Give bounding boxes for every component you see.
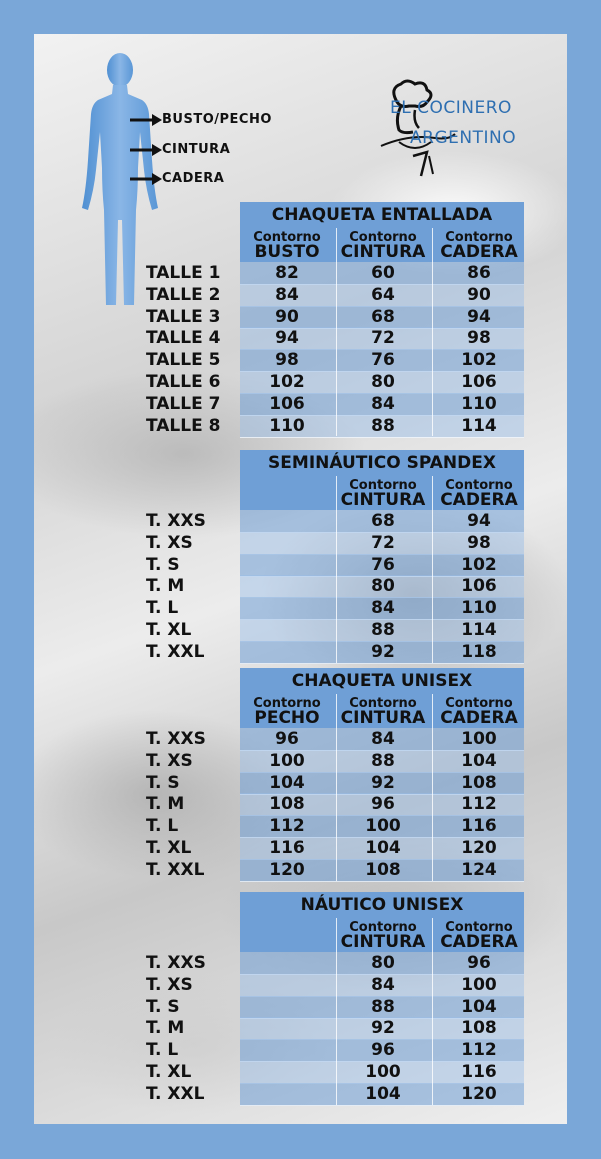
row-label: T. S xyxy=(146,554,180,575)
column-header-bottom: CADERA xyxy=(440,490,518,510)
table-title: CHAQUETA UNISEX xyxy=(240,668,524,694)
row-label: T. XXL xyxy=(146,641,205,662)
column-header xyxy=(432,921,526,951)
table-cell: 112 xyxy=(269,816,305,837)
row-label: T. M xyxy=(146,576,185,597)
content-panel xyxy=(34,34,567,1124)
table-cell xyxy=(240,1083,334,1105)
row-label: T. M xyxy=(146,794,185,815)
table-cell: 96 xyxy=(467,953,491,973)
table-cell: 110 xyxy=(461,393,497,414)
column-header-bottom: CINTURA xyxy=(340,242,426,262)
column-header xyxy=(240,921,334,951)
table-cell: 84 xyxy=(371,598,395,619)
row-label: T. XXS xyxy=(146,729,206,749)
column-header xyxy=(336,231,430,261)
table-cell: 90 xyxy=(467,284,491,305)
table-cell: 100 xyxy=(461,729,497,749)
column-header xyxy=(432,479,526,509)
row-label: T. L xyxy=(146,1040,179,1061)
table-cell: 88 xyxy=(371,996,395,1017)
column-divider xyxy=(432,694,433,881)
row-label: TALLE 5 xyxy=(146,350,221,371)
table-cell xyxy=(240,575,334,597)
measure-arrows-icon xyxy=(130,112,162,192)
table-cell: 68 xyxy=(371,511,395,531)
table-cell xyxy=(240,952,334,974)
table-cell: 104 xyxy=(269,772,305,793)
row-label: T. L xyxy=(146,598,179,619)
row-label: T. S xyxy=(146,772,180,793)
table-cell: 88 xyxy=(371,620,395,640)
column-header-top: Contorno xyxy=(349,478,417,493)
table-cell: 100 xyxy=(365,1062,401,1082)
column-divider xyxy=(336,918,337,1105)
table-cell: 98 xyxy=(467,328,491,349)
table-cell: 92 xyxy=(371,1018,395,1039)
table-title: CHAQUETA ENTALLADA xyxy=(240,202,524,228)
table-cell xyxy=(240,996,334,1018)
table-cell: 106 xyxy=(461,372,497,392)
column-header xyxy=(240,231,334,261)
column-divider xyxy=(432,918,433,1105)
table-cell: 92 xyxy=(371,641,395,662)
table-cell: 110 xyxy=(461,598,497,619)
column-header-top: Contorno xyxy=(445,478,513,493)
column-divider xyxy=(336,694,337,881)
column-header-top: Contorno xyxy=(349,920,417,935)
table-cell: 104 xyxy=(461,750,497,771)
table-cell: 108 xyxy=(461,772,497,793)
table-cell: 108 xyxy=(365,859,401,880)
table-cell xyxy=(240,1039,334,1061)
row-label: TALLE 7 xyxy=(146,393,221,414)
column-header-bottom: CADERA xyxy=(440,932,518,952)
row-label: T. XL xyxy=(146,1062,192,1082)
table-cell: 118 xyxy=(461,641,497,662)
table-cell: 72 xyxy=(371,328,395,349)
column-header-bottom xyxy=(240,934,334,951)
row-label: TALLE 2 xyxy=(146,284,221,305)
column-header-top: Contorno xyxy=(253,696,321,711)
row-label: TALLE 6 xyxy=(146,372,221,392)
table-cell: 84 xyxy=(371,729,395,749)
column-header-top: Contorno xyxy=(445,920,513,935)
table-cell xyxy=(240,1061,334,1083)
table-cell: 104 xyxy=(365,1083,401,1104)
table-title: SEMINÁUTICO SPANDEX xyxy=(240,450,524,476)
table-cell xyxy=(240,532,334,554)
table-cell: 84 xyxy=(371,393,395,414)
row-label: T. S xyxy=(146,996,180,1017)
table-cell: 94 xyxy=(467,306,491,327)
table-cell xyxy=(240,641,334,663)
table-cell: 60 xyxy=(371,263,395,283)
table-cell: 112 xyxy=(461,794,497,815)
table-cell xyxy=(240,510,334,532)
row-label: TALLE 3 xyxy=(146,306,221,327)
row-label: TALLE 1 xyxy=(146,263,221,283)
column-header xyxy=(336,921,430,951)
column-header-bottom: PECHO xyxy=(254,708,320,728)
table-cell: 116 xyxy=(269,838,305,858)
table-cell: 84 xyxy=(371,974,395,995)
brand-line-1: EL COCINERO xyxy=(390,98,512,118)
row-label: T. M xyxy=(146,1018,185,1039)
table-cell: 94 xyxy=(467,511,491,531)
row-label: T. XL xyxy=(146,838,192,858)
row-label: T. XL xyxy=(146,620,192,640)
row-label: T. XXS xyxy=(146,511,206,531)
column-header-top: Contorno xyxy=(445,696,513,711)
column-divider xyxy=(432,476,433,663)
table-cell: 96 xyxy=(371,794,395,815)
column-header-top: Contorno xyxy=(349,696,417,711)
row-label: T. XXS xyxy=(146,953,206,973)
table-cell: 88 xyxy=(371,415,395,436)
table-cell xyxy=(240,619,334,641)
table-cell: 68 xyxy=(371,306,395,327)
table-cell: 102 xyxy=(269,372,305,392)
table-cell: 108 xyxy=(461,1018,497,1039)
table-cell: 104 xyxy=(365,838,401,858)
column-header-bottom xyxy=(240,492,334,509)
table-cell: 100 xyxy=(461,974,497,995)
table-cell: 98 xyxy=(275,350,299,371)
table-cell: 96 xyxy=(275,729,299,749)
table-cell: 86 xyxy=(467,263,491,283)
table-cell xyxy=(240,974,334,996)
column-divider xyxy=(432,228,433,436)
table-cell: 116 xyxy=(461,816,497,837)
table-cell xyxy=(240,554,334,576)
table-cell: 110 xyxy=(269,415,305,436)
label-cintura: CINTURA xyxy=(162,142,231,157)
table-cell: 92 xyxy=(371,772,395,793)
table-cell: 100 xyxy=(269,750,305,771)
table-cell: 120 xyxy=(269,859,305,880)
table-cell: 98 xyxy=(467,532,491,553)
brand-line-2: ARGENTINO xyxy=(410,128,517,148)
table-cell: 80 xyxy=(371,372,395,392)
table-cell: 120 xyxy=(461,838,497,858)
column-divider xyxy=(336,228,337,436)
table-cell: 108 xyxy=(269,794,305,815)
row-label: T. XS xyxy=(146,532,193,553)
table-cell: 102 xyxy=(461,554,497,575)
column-header xyxy=(336,479,430,509)
row-label: T. XXL xyxy=(146,1083,205,1104)
table-cell: 106 xyxy=(461,576,497,597)
row-label: TALLE 4 xyxy=(146,328,221,349)
row-label: T. L xyxy=(146,816,179,837)
label-cadera: CADERA xyxy=(162,171,225,186)
table-cell: 88 xyxy=(371,750,395,771)
table-cell xyxy=(240,597,334,619)
row-label: T. XXL xyxy=(146,859,205,880)
table-cell: 100 xyxy=(365,816,401,837)
table-cell: 120 xyxy=(461,1083,497,1104)
column-header xyxy=(336,697,430,727)
row-label: T. XS xyxy=(146,974,193,995)
table-cell: 76 xyxy=(371,350,395,371)
table-cell: 96 xyxy=(371,1040,395,1061)
column-header-top: Contorno xyxy=(445,230,513,245)
table-cell: 114 xyxy=(461,620,497,640)
table-cell: 90 xyxy=(275,306,299,327)
table-cell: 104 xyxy=(461,996,497,1017)
column-header-bottom: CADERA xyxy=(440,242,518,262)
row-label: T. XS xyxy=(146,750,193,771)
table-cell: 102 xyxy=(461,350,497,371)
row-label: TALLE 8 xyxy=(146,415,221,436)
table-cell xyxy=(240,1017,334,1039)
table-cell: 124 xyxy=(461,859,497,880)
table-cell: 72 xyxy=(371,532,395,553)
column-header-bottom: CINTURA xyxy=(340,932,426,952)
table-cell: 116 xyxy=(461,1062,497,1082)
table-cell: 80 xyxy=(371,576,395,597)
column-header xyxy=(432,697,526,727)
column-divider xyxy=(336,476,337,663)
column-header xyxy=(240,479,334,509)
column-header-bottom: CINTURA xyxy=(340,708,426,728)
column-header-top: Contorno xyxy=(253,230,321,245)
column-header xyxy=(432,231,526,261)
column-header-top: Contorno xyxy=(349,230,417,245)
column-header-bottom: CADERA xyxy=(440,708,518,728)
table-cell: 82 xyxy=(275,263,299,283)
table-cell: 112 xyxy=(461,1040,497,1061)
column-header xyxy=(240,697,334,727)
table-title: NÁUTICO UNISEX xyxy=(240,892,524,918)
table-cell: 84 xyxy=(275,284,299,305)
table-cell: 64 xyxy=(371,284,395,305)
table-cell: 76 xyxy=(371,554,395,575)
table-cell: 94 xyxy=(275,328,299,349)
column-header-bottom: BUSTO xyxy=(254,242,320,262)
label-busto-pecho: BUSTO/PECHO xyxy=(162,112,272,127)
table-cell: 106 xyxy=(269,393,305,414)
table-cell: 114 xyxy=(461,415,497,436)
table-cell: 80 xyxy=(371,953,395,973)
column-header-bottom: CINTURA xyxy=(340,490,426,510)
